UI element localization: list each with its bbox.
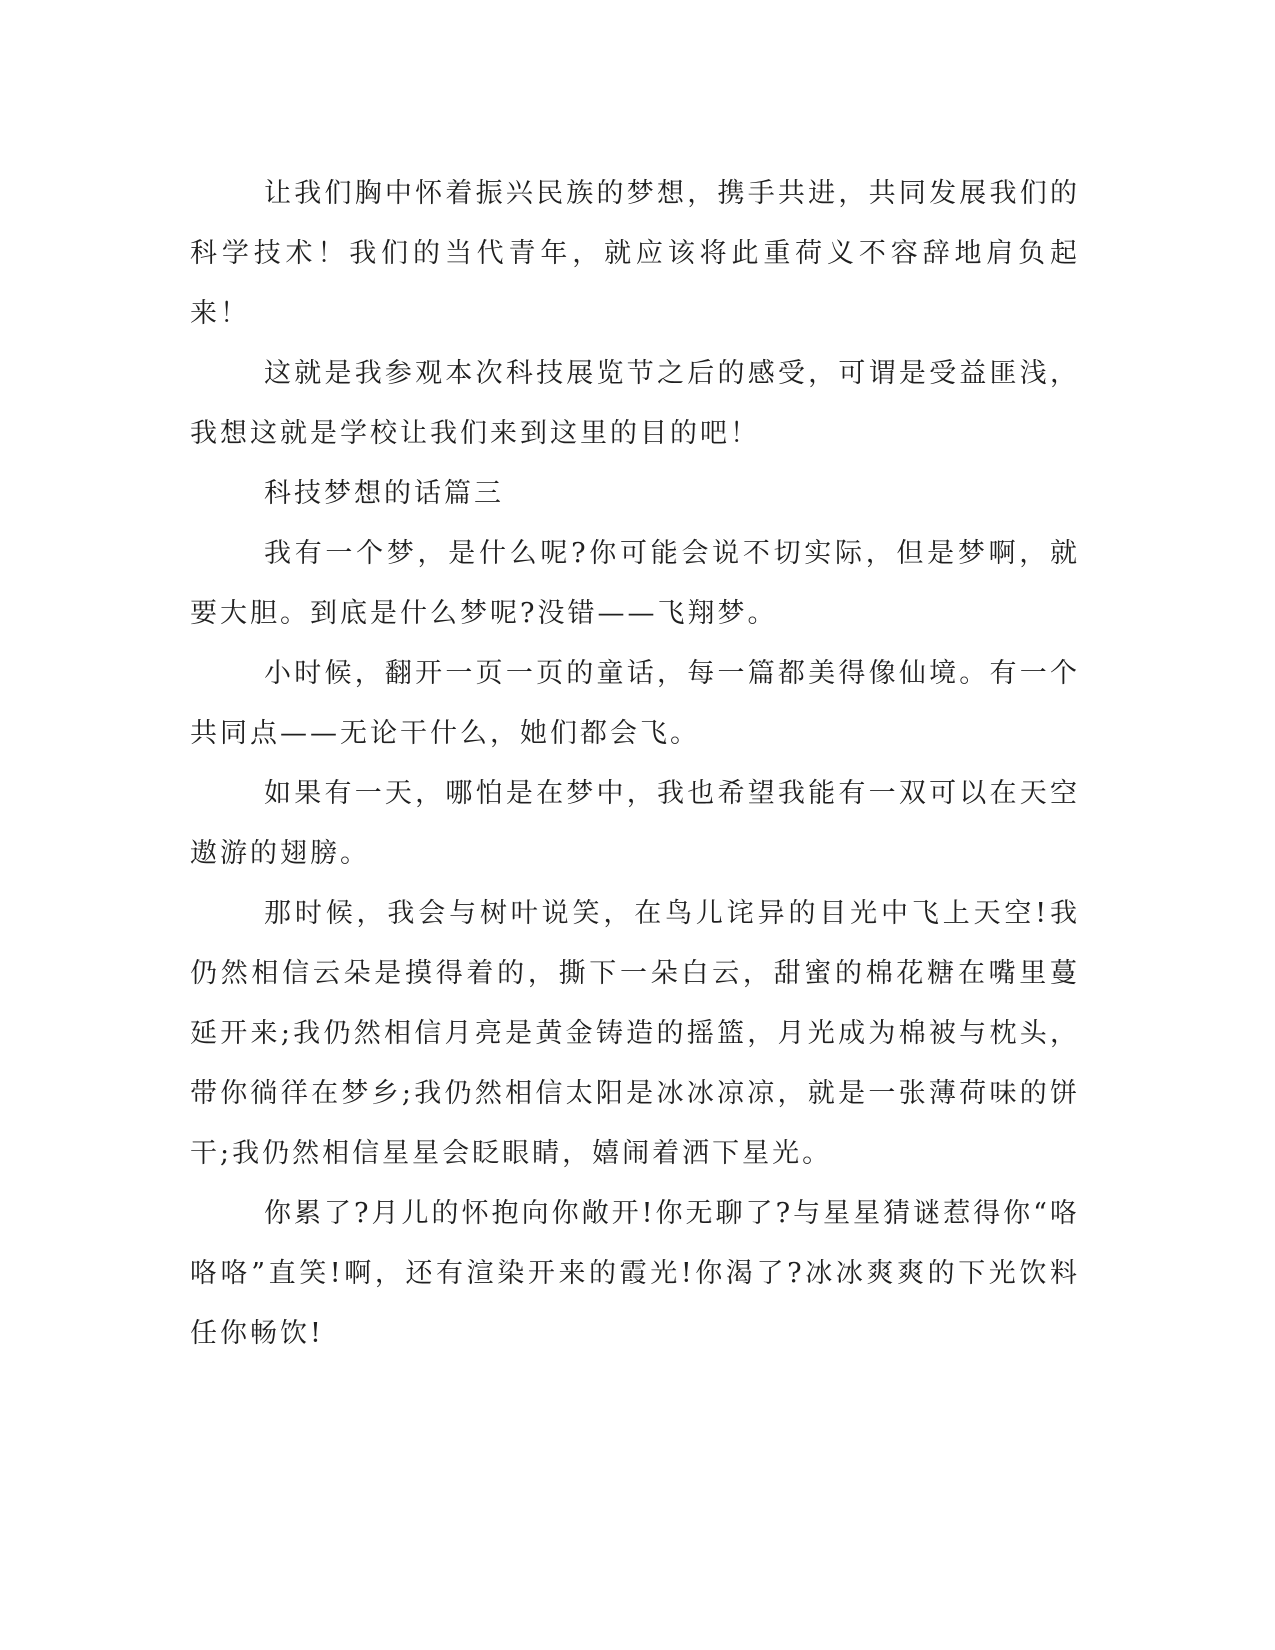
document-body [190, 164, 1080, 1364]
paragraph-sky-imagination: 那时候，我会与树叶说笑，在鸟儿诧异的目光中飞上天空!我仍然相信云朵是摸得着的，撕下一朵白云，甜蜜的棉花糖在嘴里蔓延开来;我仍然相信月亮是黄金铸造的摇篮，月光成为棉被与枕头，带你徜徉在梦乡;我仍然相信太阳是冰冰凉凉，就是一张薄荷味的饼干;我仍然相信星星会眨眼睛，嬉闹着洒下星光。 [190, 898, 1080, 1169]
paragraph-exhibition-feeling: 这就是我参观本次科技展览节之后的感受，可谓是受益匪浅，我想这就是学校让我们来到这里的目的吧！ [190, 358, 1080, 449]
paragraph-flying-dream: 我有一个梦，是什么呢?你可能会说不切实际，但是梦啊，就要大胆。到底是什么梦呢?没错——飞翔梦。 [190, 538, 1080, 629]
paragraph-wings-wish: 如果有一天，哪怕是在梦中，我也希望我能有一双可以在天空遨游的翅膀。 [190, 778, 1080, 869]
paragraph-science-dream: 让我们胸中怀着振兴民族的梦想，携手共进，共同发展我们的科学技术！我们的当代青年，就应该将此重荷义不容辞地肩负起来！ [190, 178, 1080, 329]
section-heading: 科技梦想的话篇三 [264, 478, 504, 509]
paragraph-childhood-fairytales: 小时候，翻开一页一页的童话，每一篇都美得像仙境。有一个共同点——无论干什么，她们都会飞。 [190, 658, 1080, 749]
paragraph-moon-stars: 你累了?月儿的怀抱向你敞开!你无聊了?与星星猜谜惹得你“咯咯咯”直笑!啊，还有渲染开来的霞光!你渴了?冰冰爽爽的下光饮料任你畅饮! [190, 1198, 1080, 1349]
